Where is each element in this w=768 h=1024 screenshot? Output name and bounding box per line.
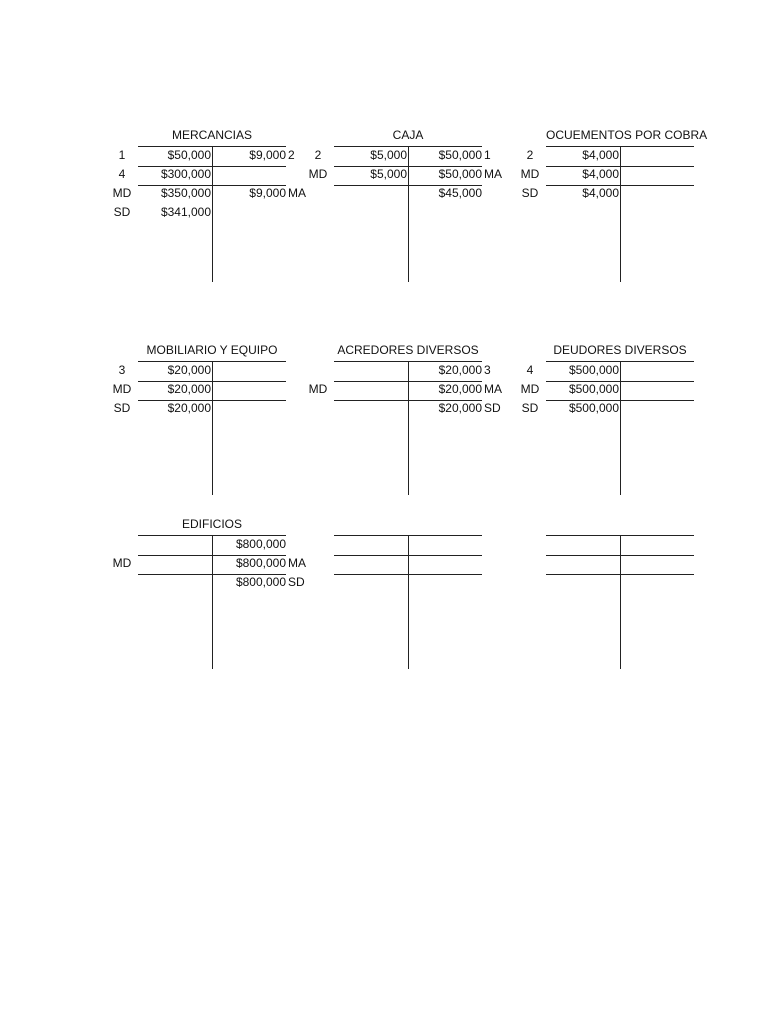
row-left-label: SD [113, 401, 131, 415]
row-debit-amount: $300,000 [160, 167, 211, 181]
account-title: MERCANCIAS [171, 128, 252, 142]
row-credit-amount: $20,000 [438, 401, 482, 415]
row-debit-amount: $5,000 [370, 167, 407, 181]
row-credit-amount: $50,000 [438, 167, 482, 181]
row-debit-amount: $500,000 [568, 363, 619, 377]
row-debit-amount: $4,000 [582, 186, 619, 200]
row-separator-line [546, 574, 694, 575]
row-right-label: MA [484, 382, 502, 396]
row-right-label: MA [484, 167, 502, 181]
row-left-label: 1 [118, 148, 126, 162]
row-credit-amount: $800,000 [235, 537, 286, 551]
row-right-label: MA [288, 556, 306, 570]
row-right-label: SD [288, 575, 305, 589]
row-debit-amount: $20,000 [167, 382, 211, 396]
row-left-label: MD [308, 167, 328, 181]
row-left-label: MD [112, 382, 132, 396]
row-left-label: 4 [526, 363, 534, 377]
row-debit-amount: $4,000 [582, 148, 619, 162]
row-credit-amount: $50,000 [438, 148, 482, 162]
row-right-label: 2 [288, 148, 295, 162]
row-left-label: MD [112, 556, 132, 570]
row-left-label: 2 [526, 148, 534, 162]
row-credit-amount: $20,000 [438, 382, 482, 396]
row-credit-amount: $800,000 [235, 556, 286, 570]
row-credit-amount: $9,000 [249, 186, 286, 200]
row-debit-amount: $341,000 [160, 205, 211, 219]
row-debit-amount: $5,000 [370, 148, 407, 162]
row-left-label: MD [308, 382, 328, 396]
row-debit-amount: $500,000 [568, 401, 619, 415]
row-left-label: SD [521, 401, 539, 415]
row-debit-amount: $20,000 [167, 401, 211, 415]
row-credit-amount: $9,000 [249, 148, 286, 162]
row-credit-amount: $20,000 [438, 363, 482, 377]
account-title: ACREDORES DIVERSOS [337, 343, 479, 357]
row-debit-amount: $20,000 [167, 363, 211, 377]
row-left-label: SD [521, 186, 539, 200]
row-right-label: 1 [484, 148, 491, 162]
row-right-label: SD [484, 401, 501, 415]
row-debit-amount: $4,000 [582, 167, 619, 181]
row-left-label: MD [520, 167, 540, 181]
row-left-label: 2 [314, 148, 322, 162]
row-debit-amount: $350,000 [160, 186, 211, 200]
row-credit-amount: $45,000 [438, 186, 482, 200]
row-left-label: 3 [118, 363, 126, 377]
row-separator-line [334, 574, 482, 575]
row-left-label: MD [112, 186, 132, 200]
row-credit-amount: $800,000 [235, 575, 286, 589]
account-title: MOBILIARIO Y EQUIPO [146, 343, 278, 357]
account-title: CAJA [392, 128, 424, 142]
row-left-label: SD [113, 205, 131, 219]
account-title: DEUDORES DIVERSOS [553, 343, 687, 357]
account-title: EDIFICIOS [181, 517, 242, 531]
row-left-label: 4 [118, 167, 126, 181]
row-right-label: 3 [484, 363, 491, 377]
account-title: OCUEMENTOS POR COBRA [546, 128, 708, 142]
row-right-label: MA [288, 186, 306, 200]
row-separator-line [334, 555, 482, 556]
row-separator-line [546, 555, 694, 556]
row-left-label: MD [520, 382, 540, 396]
row-debit-amount: $500,000 [568, 382, 619, 396]
row-debit-amount: $50,000 [167, 148, 211, 162]
